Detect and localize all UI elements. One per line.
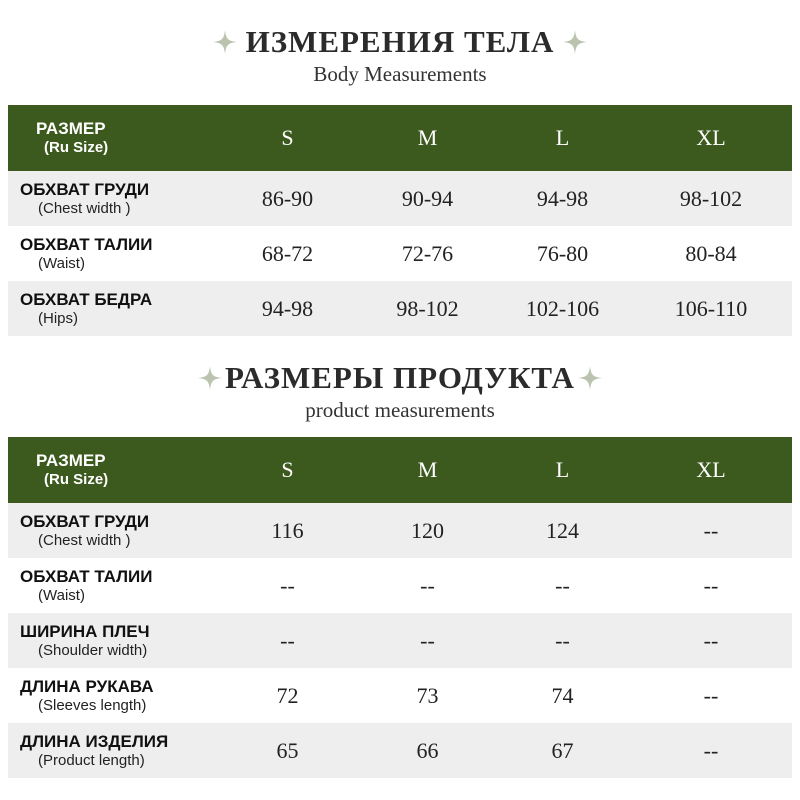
row-label: ДЛИНА РУКАВА (Sleeves length) — [20, 676, 154, 714]
size-column-header: XL — [696, 457, 726, 482]
size-column-header: XL — [696, 125, 726, 150]
table-cell: -- — [703, 627, 719, 653]
row-label: ШИРИНА ПЛЕЧ (Shoulder width) — [20, 621, 150, 659]
section-title: ИЗМЕРЕНИЯ ТЕЛА — [245, 24, 555, 59]
table-cell: 90-94 — [401, 185, 454, 211]
table-cell: 102-106 — [525, 295, 600, 321]
size-column-header: S — [281, 125, 294, 150]
sparkle-icon — [197, 365, 223, 391]
size-header-cell — [8, 105, 215, 171]
table-cell: 68-72 — [261, 240, 314, 266]
table-header-row — [8, 437, 792, 503]
table-cell: -- — [280, 572, 295, 598]
table-cell: -- — [555, 627, 570, 653]
table-row — [8, 226, 792, 281]
section-subtitle: Body Measurements — [313, 62, 487, 86]
table-row — [8, 503, 792, 558]
table-cell: 74 — [551, 682, 574, 708]
table-cell: -- — [703, 682, 719, 708]
table-cell: 94-98 — [536, 185, 589, 211]
table-row — [8, 723, 792, 778]
sparkle-icon — [212, 29, 238, 55]
section-title: РАЗМЕРЫ ПРОДУКТА — [225, 360, 575, 395]
table-cell: -- — [555, 572, 570, 598]
size-column-header: M — [417, 457, 438, 482]
table-cell: -- — [420, 572, 435, 598]
row-label: ОБХВАТ ТАЛИИ (Waist) — [20, 234, 153, 272]
table-header-row — [8, 105, 792, 171]
table-cell: 98-102 — [396, 295, 459, 321]
table-cell: -- — [703, 517, 719, 543]
section-subtitle: product measurements — [305, 398, 495, 422]
table-cell: 76-80 — [536, 240, 589, 266]
row-label: ОБХВАТ ТАЛИИ (Waist) — [20, 566, 153, 604]
table-cell: 65 — [276, 737, 299, 763]
table-cell: 124 — [546, 517, 579, 543]
table-cell: -- — [703, 737, 719, 763]
size-header-cell — [8, 437, 215, 503]
table-row — [8, 558, 792, 613]
table-cell: 80-84 — [685, 240, 737, 266]
row-label: ОБХВАТ БЕДРА (Hips) — [20, 289, 153, 327]
table-cell: -- — [420, 627, 435, 653]
size-header-label: РАЗМЕР — [36, 119, 106, 138]
size-column-header: L — [555, 125, 570, 150]
table-cell: 120 — [411, 517, 444, 543]
table-cell: 116 — [271, 517, 304, 543]
table-row — [8, 668, 792, 723]
table-cell: -- — [280, 627, 295, 653]
table-row — [8, 171, 792, 226]
table-cell: 98-102 — [679, 185, 743, 211]
product-measurements-heading — [0, 358, 800, 422]
size-column-header: L — [555, 457, 570, 482]
table-cell: 67 — [551, 737, 574, 763]
row-label: ОБХВАТ ГРУДИ (Chest width ) — [20, 179, 150, 217]
body-measurements-heading — [0, 22, 800, 86]
size-column-header: S — [281, 457, 294, 482]
size-header-sublabel: (Ru Size) — [44, 139, 109, 156]
sparkle-icon — [577, 365, 603, 391]
table-cell: -- — [703, 572, 719, 598]
table-cell: 66 — [416, 737, 439, 763]
size-header-label: РАЗМЕР — [36, 451, 106, 470]
table-row — [8, 281, 792, 336]
product-measurements-table — [8, 437, 792, 778]
table-cell: 94-98 — [261, 295, 314, 321]
table-cell: 72 — [276, 682, 299, 708]
table-row — [8, 613, 792, 668]
body-measurements-table — [8, 105, 792, 336]
table-cell: 72-76 — [401, 240, 454, 266]
size-column-header: M — [417, 125, 438, 150]
table-cell: 73 — [416, 682, 439, 708]
table-cell: 86-90 — [261, 185, 314, 211]
table-cell: 106-110 — [674, 295, 748, 321]
size-header-sublabel: (Ru Size) — [44, 471, 109, 488]
sparkle-icon — [562, 29, 588, 55]
row-label: ОБХВАТ ГРУДИ (Chest width ) — [20, 511, 150, 549]
row-label: ДЛИНА ИЗДЕЛИЯ (Product length) — [20, 731, 169, 769]
